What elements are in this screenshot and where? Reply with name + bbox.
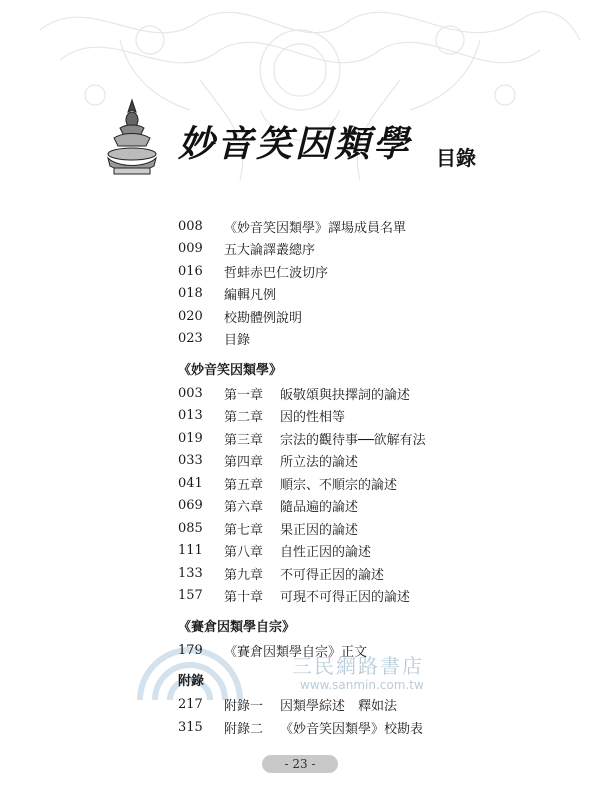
toc-chapter <box>178 382 538 405</box>
toc-title: 隨品遍的論述 <box>280 500 359 516</box>
toc-page: 019 <box>178 430 203 446</box>
toc-page: 009 <box>178 241 203 257</box>
toc-page: 179 <box>178 642 203 658</box>
toc-section-heading: 《妙音笑因類學》 <box>178 362 283 378</box>
toc-entry <box>178 639 538 662</box>
toc-entry <box>178 283 538 306</box>
page-title: 目錄 <box>436 146 476 170</box>
toc-chapter-label: 第五章 <box>224 477 264 493</box>
toc-page: 003 <box>178 385 203 401</box>
toc-page: 020 <box>178 308 203 324</box>
toc-title: 目錄 <box>224 333 251 349</box>
toc-page: 157 <box>178 588 203 604</box>
toc-title: 自性正因的論述 <box>280 545 372 561</box>
toc-chapter-label: 第二章 <box>224 410 264 426</box>
toc-section-heading: 附錄 <box>178 674 205 689</box>
toc-entry <box>178 328 538 351</box>
toc-chapter-label: 第八章 <box>224 545 264 561</box>
toc-appendix-label: 附錄一 <box>224 699 264 715</box>
table-of-contents <box>178 215 538 739</box>
toc-chapter-label: 第三章 <box>224 432 264 448</box>
watermark-url: www.sanmin.com.tw <box>300 678 424 692</box>
toc-page: 013 <box>178 408 203 424</box>
toc-chapter <box>178 427 538 450</box>
toc-entry <box>178 260 538 283</box>
toc-title: 皈敬頌與抉擇詞的論述 <box>280 387 411 403</box>
toc-chapter <box>178 472 538 495</box>
toc-entry <box>178 305 538 328</box>
toc-entry <box>178 716 538 739</box>
toc-section-heading: 《賽倉因類學自宗》 <box>178 619 296 635</box>
toc-chapter <box>178 450 538 473</box>
toc-page: 008 <box>178 218 203 234</box>
toc-page: 085 <box>178 520 203 536</box>
page-header <box>100 98 520 188</box>
toc-title: 《賽倉因類學自宗》正文 <box>224 644 368 660</box>
toc-chapter-label: 第七章 <box>224 522 264 538</box>
toc-appendix-label: 附錄二 <box>224 721 264 737</box>
book-title: 妙音笑因類學 <box>178 123 413 165</box>
toc-page: 111 <box>178 543 203 559</box>
toc-page: 041 <box>178 475 203 491</box>
toc-title: 因類學綜述 釋如法 <box>280 699 398 715</box>
toc-chapter <box>178 517 538 540</box>
toc-page: 016 <box>178 263 203 279</box>
toc-title: 果正因的論述 <box>280 522 359 538</box>
toc-title: 不可得正因的論述 <box>280 567 385 583</box>
toc-entry <box>178 215 538 238</box>
toc-entry <box>178 238 538 261</box>
toc-chapter-label: 第十章 <box>224 590 264 606</box>
toc-chapter <box>178 585 538 608</box>
toc-chapter <box>178 540 538 563</box>
toc-chapter <box>178 562 538 585</box>
toc-title: 《妙音笑因類學》譯場成員名單 <box>224 220 407 236</box>
toc-chapter <box>178 495 538 518</box>
toc-chapter-label: 第九章 <box>224 567 264 583</box>
toc-page: 023 <box>178 331 203 347</box>
toc-page: 315 <box>178 719 203 735</box>
toc-entry <box>178 694 538 717</box>
toc-page: 217 <box>178 697 203 713</box>
toc-title: 五大論譯叢總序 <box>224 243 316 259</box>
lotus-vajra-icon <box>100 98 164 178</box>
toc-title: 編輯凡例 <box>224 288 277 304</box>
toc-title: 順宗、不順宗的論述 <box>280 477 398 493</box>
toc-title: 《妙音笑因類學》校勘表 <box>280 721 424 737</box>
toc-title: 所立法的論述 <box>280 455 359 471</box>
toc-title: 宗法的觀待事──欲解有法 <box>280 432 426 448</box>
toc-page: 018 <box>178 286 203 302</box>
toc-page: 069 <box>178 498 203 514</box>
toc-chapter-label: 第四章 <box>224 455 264 471</box>
page-number: - 23 - <box>262 755 338 773</box>
watermark-text: 三民網路書店 <box>292 654 424 678</box>
toc-chapter-label: 第六章 <box>224 500 264 516</box>
toc-chapter-label: 第一章 <box>224 387 264 403</box>
toc-title: 哲蚌赤巴仁波切序 <box>224 265 329 281</box>
toc-title: 因的性相等 <box>280 410 346 426</box>
toc-chapter <box>178 405 538 428</box>
toc-page: 133 <box>178 565 203 581</box>
toc-page: 033 <box>178 453 203 469</box>
toc-title: 可現不可得正因的論述 <box>280 590 411 606</box>
toc-title: 校勘體例說明 <box>224 310 303 326</box>
